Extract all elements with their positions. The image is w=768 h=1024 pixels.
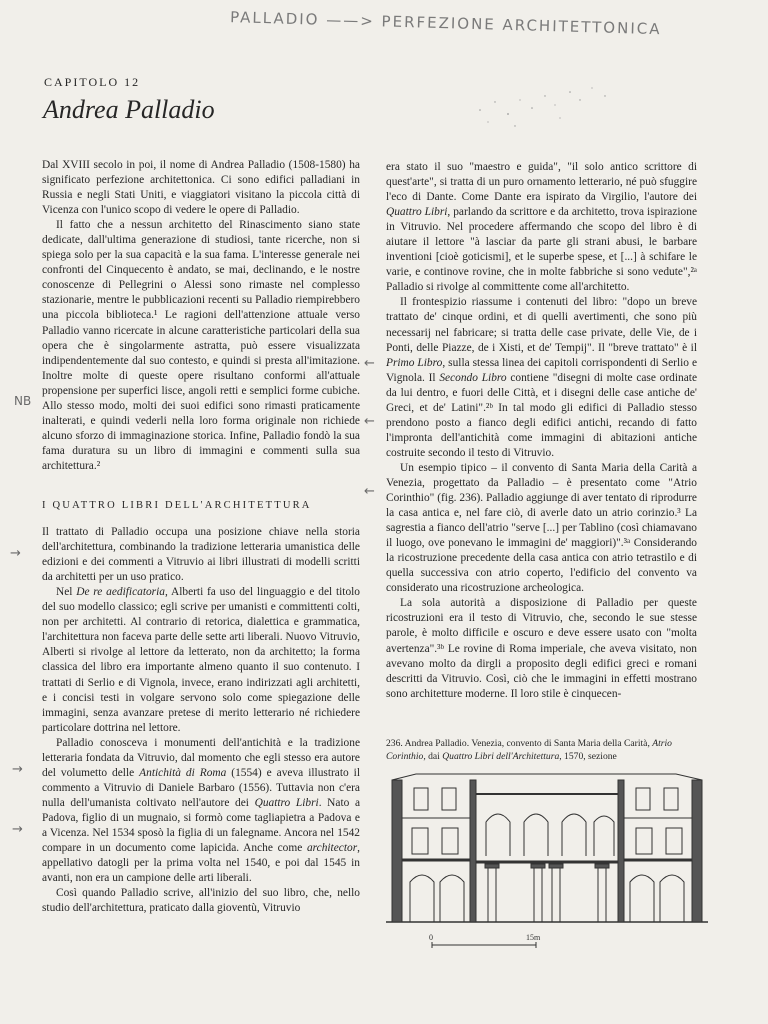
- italic-title: De re aedificatoria: [76, 586, 165, 599]
- text-run: era stato il suo "maestro e guida", "il solo antico scrittore di quest'arte", si tratta di un puro ornamento letterario, né può sfuggire l'eco di Dante. Come Dante era ispirato da Virgilio, l'autore dei: [386, 161, 697, 204]
- margin-arrow: ←: [364, 484, 375, 499]
- paragraph: [386, 295, 697, 461]
- column: [534, 866, 542, 922]
- italic-title: Secondo Libro: [439, 371, 507, 384]
- text-run: , appellativo datogli per la prima volta nel 1540, e poi dal 1545 in avanti, non era un campione delle arti liberali.: [42, 842, 360, 885]
- right-column: [386, 160, 697, 702]
- text-run: , dai: [423, 751, 443, 762]
- arch: [660, 875, 684, 922]
- italic-title: Primo Libro: [386, 356, 443, 369]
- text-run: . Nato a Padova, figlio di un mugnaio, si formò come tagliapietra a Padova e a Vicenza. Nel 1534 sposò la figlia di un falegname. Ancora nel 1542 compare in un documento come lapicida. Anche come: [42, 796, 361, 855]
- margin-arrow: →: [12, 822, 23, 837]
- window: [636, 828, 652, 854]
- arch: [440, 875, 464, 922]
- text-run: Il frontespizio riassume i contenuti del libro: "dopo un breve trattato de' cinque ordini, et di quelli avertimenti, che sono più necessarij nel fabricare; si tratta delle case private, delle Vie, de i Ponti, delle Piazze, de i Xisti, et de' Tempij". Il "breve trattato" è il: [386, 296, 697, 354]
- arch: [594, 816, 614, 856]
- paragraph: Il fatto che a nessun architetto del Rinascimento siano state dedicate, dall'ultima generazione di studiosi, tante ricerche, non si spiega solo per la sua capacità e la sua fama. L'interesse generale nei confronti del Cinquecento è andato, se mai, declinando, e le nostre conoscenze di Pellegrini o Alessi sono rimaste nel complesso stazionarie, mentre le pubblicazioni recenti su Palladio riempirebbero una piccola biblioteca.¹ Le ragioni dell'attenzione attuale verso Palladio vanno ricercate in alcune caratteristiche particolari della sua opera che è singolarmente astratta, può essere visualizzata indipendentemente dal suo contesto, e quindi si presta all'imitazione. Inoltre molte di queste opere risultano conformi all'attuale propensione per superfici lisce, angoli retti e semplici forme cubiche. Allo stesso modo, molti dei suoi edifici sono rimasti praticamente inalterati, e quindi vederli nella loro forma originale non richiede alcuno sforzo di immaginazione storica. Infine, Palladio fondò la sua fama duratura su un libro di immagini e commenti sulla sua architettura.²: [42, 219, 360, 472]
- window: [412, 828, 428, 854]
- margin-arrow: →: [12, 762, 23, 777]
- italic-title: Quattro Libri: [386, 206, 448, 219]
- paragraph: [42, 585, 360, 735]
- window: [442, 828, 458, 854]
- paragraph: Così quando Palladio scrive, all'inizio del suo libro, che, nello studio dell'architettura, praticato dalla gioventù, Vitruvio: [42, 887, 360, 915]
- chapter-label: CAPITOLO 12: [44, 75, 141, 89]
- scale-label: 15m: [526, 933, 541, 942]
- text-run: Nel: [56, 586, 77, 599]
- window: [666, 828, 682, 854]
- outer-wall-right: [692, 780, 702, 922]
- column: [598, 866, 606, 922]
- text-run: , Alberti fa uso del linguaggio e del titolo del suo modello classico; egli scrive per umanisti e committenti colti, non per architetti. Al contrario di retorica, dialettica e grammatica, l'architettura non faceva parte delle sette arti liberali. Nuovo Vitruvio, Alberti si rivolge al lettore da letterato, non da architetto; la forma classica del libro era importante almeno quanto il suo contenuto. I trattati di Serlio e di Vignola, invece, erano indirizzati agli architetti, e i concisi testi in volgare servono solo come spiegazione delle immagini, senza avanzare pretese di merito letterario né richiedere particolare dottrina nel lettore.: [42, 586, 360, 734]
- text-run: , sulla stessa linea dei capitoli corrispondenti di Serlio e Vignola. Il: [386, 356, 697, 384]
- inner-wall: [470, 780, 476, 922]
- column: [552, 866, 560, 922]
- italic-title: Quattro Libri: [254, 796, 319, 809]
- arch: [486, 814, 510, 856]
- text-run: 236. Andrea Palladio. Venezia, convento di Santa Maria della Carità,: [386, 738, 653, 749]
- window: [636, 788, 650, 810]
- section-heading: I QUATTRO LIBRI DELL'ARCHITETTURA: [42, 499, 312, 511]
- pencil-scribble-decoration: [460, 70, 640, 140]
- text-run: , 1570, sezione: [559, 751, 617, 762]
- margin-arrow: ←: [364, 414, 375, 429]
- window: [414, 788, 428, 810]
- paragraph: Il trattato di Palladio occupa una posizione chiave nella storia dell'architettura, combinando la tradizione letteraria umanistica delle edizioni e dei commenti a Vitruvio ai libri illustrati di modelli scritti da architetti per un uso pratico.: [42, 526, 360, 584]
- capital: [531, 864, 545, 868]
- paragraph: Un esempio tipico – il convento di Santa Maria della Carità a Venezia, progettato da Palladio – è presentato come "Atrio Corinthio" (fig. 236). Palladio aggiunge di aver tentato di riprodurre la casa antica e, nel fare ciò, di averle dato un atrio corinzio.³ La sagrestia a fianco dell'atrio "serve [...] per Tablino (così chiamavano il luogo, ove ponevano le immagini de' maggiori)".³ᵃ Considerando la ricostruzione precedente della casa antica con atrio tetrastilo e di quella successiva con atrio coperto, l'edificio del convento va considerato una ricostruzione archeologica.: [386, 461, 697, 595]
- outer-wall-left: [392, 780, 402, 922]
- capital: [549, 864, 563, 868]
- text-run: contiene "disegni di molte case ordinate da lui dentro, e fuori delle Città, et i disegni delle case antiche de' Greci, et de' Latini".²ᵇ In tal modo gli edifici di Palladio stesso prendono posto a fianco degli edifici antichi, recando di fatto l'impronta dell'antichità come immagini di abitazioni antiche costruite secondo il testo di Vitruvio.: [386, 371, 697, 459]
- margin-note-nb: NB: [14, 394, 32, 408]
- text-run: , parlando da scrittore e da architetto, trova ispirazione in Vitruvio. Nel procedere affermando che scopo del libro è di aiutare il lettore "à lasciar da parte gli strani abusi, le barbare inventioni [cioè goticismi], et le superbe spese, et [...] à schifare le varie, e continove rovine, che in molte fabbriche si sono vedute",²ᵃ Palladio si rivolge al committente come all'architetto.: [386, 206, 697, 294]
- arch: [524, 814, 548, 856]
- window: [442, 788, 456, 810]
- chapter-title: Andrea Palladio: [43, 95, 215, 124]
- italic-title: architector: [306, 842, 358, 855]
- figure-caption: [386, 737, 708, 763]
- arch: [630, 875, 654, 922]
- paragraph: La sola autorità a disposizione di Palladio per queste ricostruzioni era il testo di Vitruvio, che, secondo le sue stesse parole, è molto difficile e oscuro e deve essere usato con "molta avertenza".³ᵇ Le rovine di Roma imperiale, che aveva visitato, non avevano molto da dirgli a proposito degli edifici greci e romani descritti da Vitruvio. Così, ciò che le immagini in effetti mostrano sono architetture moderne. Il loro stile è cinquecen-: [386, 597, 697, 700]
- scale-zero: 0: [429, 933, 433, 942]
- capital: [595, 864, 609, 868]
- text-run: Palladio conosceva i monumenti dell'antichità e la tradizione letteraria fondata da Vitruvio, dal momento che egli stesso era autore del volumetto delle: [42, 736, 360, 779]
- window: [664, 788, 678, 810]
- arch: [562, 814, 586, 856]
- column: [488, 866, 496, 922]
- inner-wall: [618, 780, 624, 922]
- left-column: [42, 158, 360, 916]
- arch: [410, 875, 434, 922]
- italic-title: Antichità di Roma: [139, 766, 227, 779]
- paragraph: [386, 160, 697, 295]
- italic-title: Atrio Corinthio: [386, 738, 672, 762]
- italic-title: Quattro Libri dell'Architettura: [442, 751, 560, 762]
- paragraph: [42, 736, 360, 886]
- handwritten-note: PALLADIO ——> PERFEZIONE ARCHITETTONICA: [229, 8, 662, 39]
- roof-outline: [392, 774, 702, 780]
- margin-arrow: ←: [364, 356, 375, 371]
- margin-arrow: →: [10, 546, 21, 561]
- capital: [485, 864, 499, 868]
- text-run: (1554) e aveva illustrato il commento a Vitruvio di Daniele Barbaro (1556). Tuttavia non c'era nulla dell'umanista coltivato nell'autore dei: [42, 766, 361, 809]
- architectural-section-drawing: [386, 770, 708, 965]
- paragraph: Dal XVIII secolo in poi, il nome di Andrea Palladio (1508-1580) ha significato perfezione architettonica. Ci sono edifici palladiani in Russia e negli Stati Uniti, e viaggiatori visitano la piccola città di Vicenza con l'unico scopo di vedere le opere di Palladio.: [42, 159, 360, 217]
